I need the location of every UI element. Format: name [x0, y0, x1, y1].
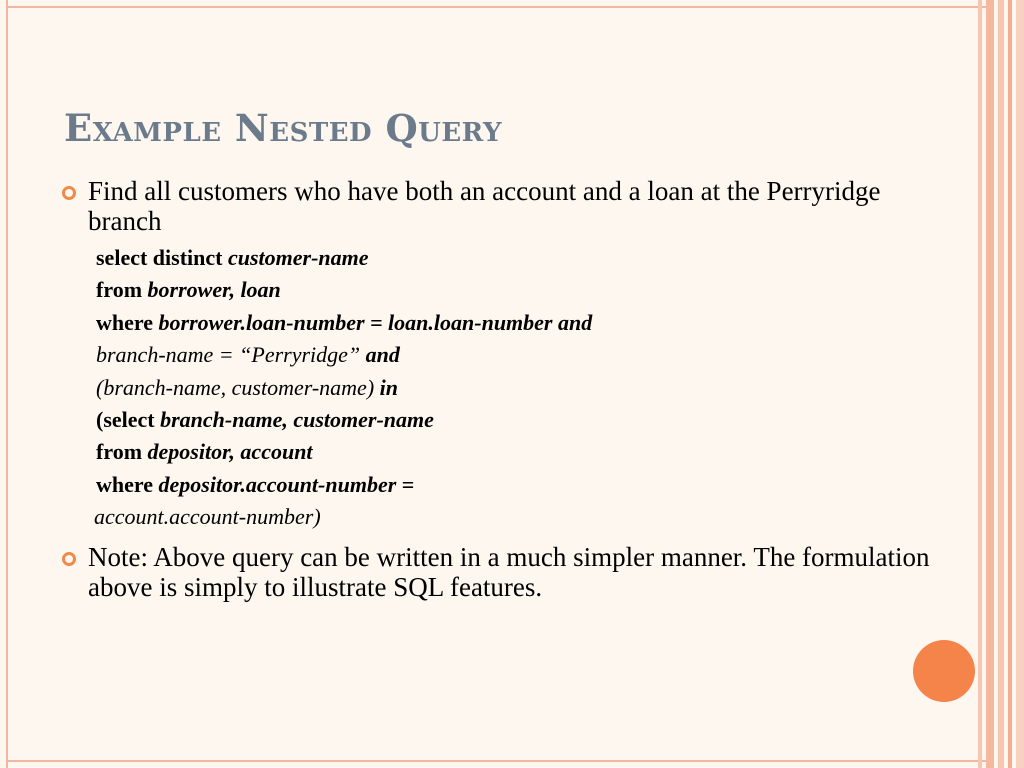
sql-query	[96, 242, 960, 534]
sql-identifier: borrower, loan	[147, 277, 281, 303]
bullet-text: Note: Above query can be written in a much simpler manner. The formulation above is simply to illustrate SQL features.	[88, 541, 930, 602]
bullet-circle-icon	[62, 552, 76, 566]
decor-stripe	[986, 0, 994, 768]
query-line	[96, 274, 960, 306]
sql-keyword: from	[96, 439, 148, 465]
decor-stripe	[1016, 0, 1024, 768]
sql-condition: (branch-name, customer-name)	[96, 374, 380, 400]
sql-keyword: from	[96, 277, 148, 303]
sql-keyword: where	[96, 471, 159, 497]
sql-identifier: borrower.loan-number = loan.loan-number and	[158, 309, 593, 335]
sql-identifier: customer-name	[227, 245, 369, 270]
sql-keyword: where	[96, 309, 159, 335]
sql-keyword: select distinct	[96, 245, 228, 270]
decor-stripe	[998, 0, 1004, 768]
decor-circle	[913, 640, 975, 702]
sql-keyword: (select	[96, 406, 161, 432]
slide-title: Example Nested Query	[64, 106, 503, 150]
query-line	[96, 242, 960, 274]
frame-line-left	[6, 0, 8, 768]
bullet-item	[60, 542, 960, 602]
query-line	[96, 372, 960, 404]
frame-line-bottom	[6, 760, 986, 762]
bullet-text: Find all customers who have both an account and a loan at the Perryridge branch	[88, 176, 881, 236]
sql-identifier: depositor.account-number	[158, 471, 397, 497]
query-line	[96, 404, 960, 436]
query-line	[96, 307, 960, 339]
sql-condition: branch-name = “Perryridge”	[96, 342, 366, 368]
decor-stripe	[978, 0, 982, 768]
query-line	[96, 436, 960, 468]
sql-identifier: depositor, account	[147, 439, 313, 465]
sql-keyword: in	[379, 374, 399, 400]
query-line	[96, 339, 960, 371]
query-line	[96, 469, 960, 501]
bullet-circle-icon	[62, 186, 76, 200]
sql-condition: account.account-number)	[94, 504, 321, 530]
sql-keyword: and	[365, 342, 400, 368]
slide-content	[60, 176, 960, 602]
sql-identifier: branch-name, customer-name	[160, 406, 434, 432]
frame-line-top	[6, 6, 986, 8]
sql-operator: =	[396, 471, 415, 497]
decor-stripe	[1008, 0, 1012, 768]
query-line	[94, 501, 960, 533]
bullet-item	[60, 176, 960, 236]
